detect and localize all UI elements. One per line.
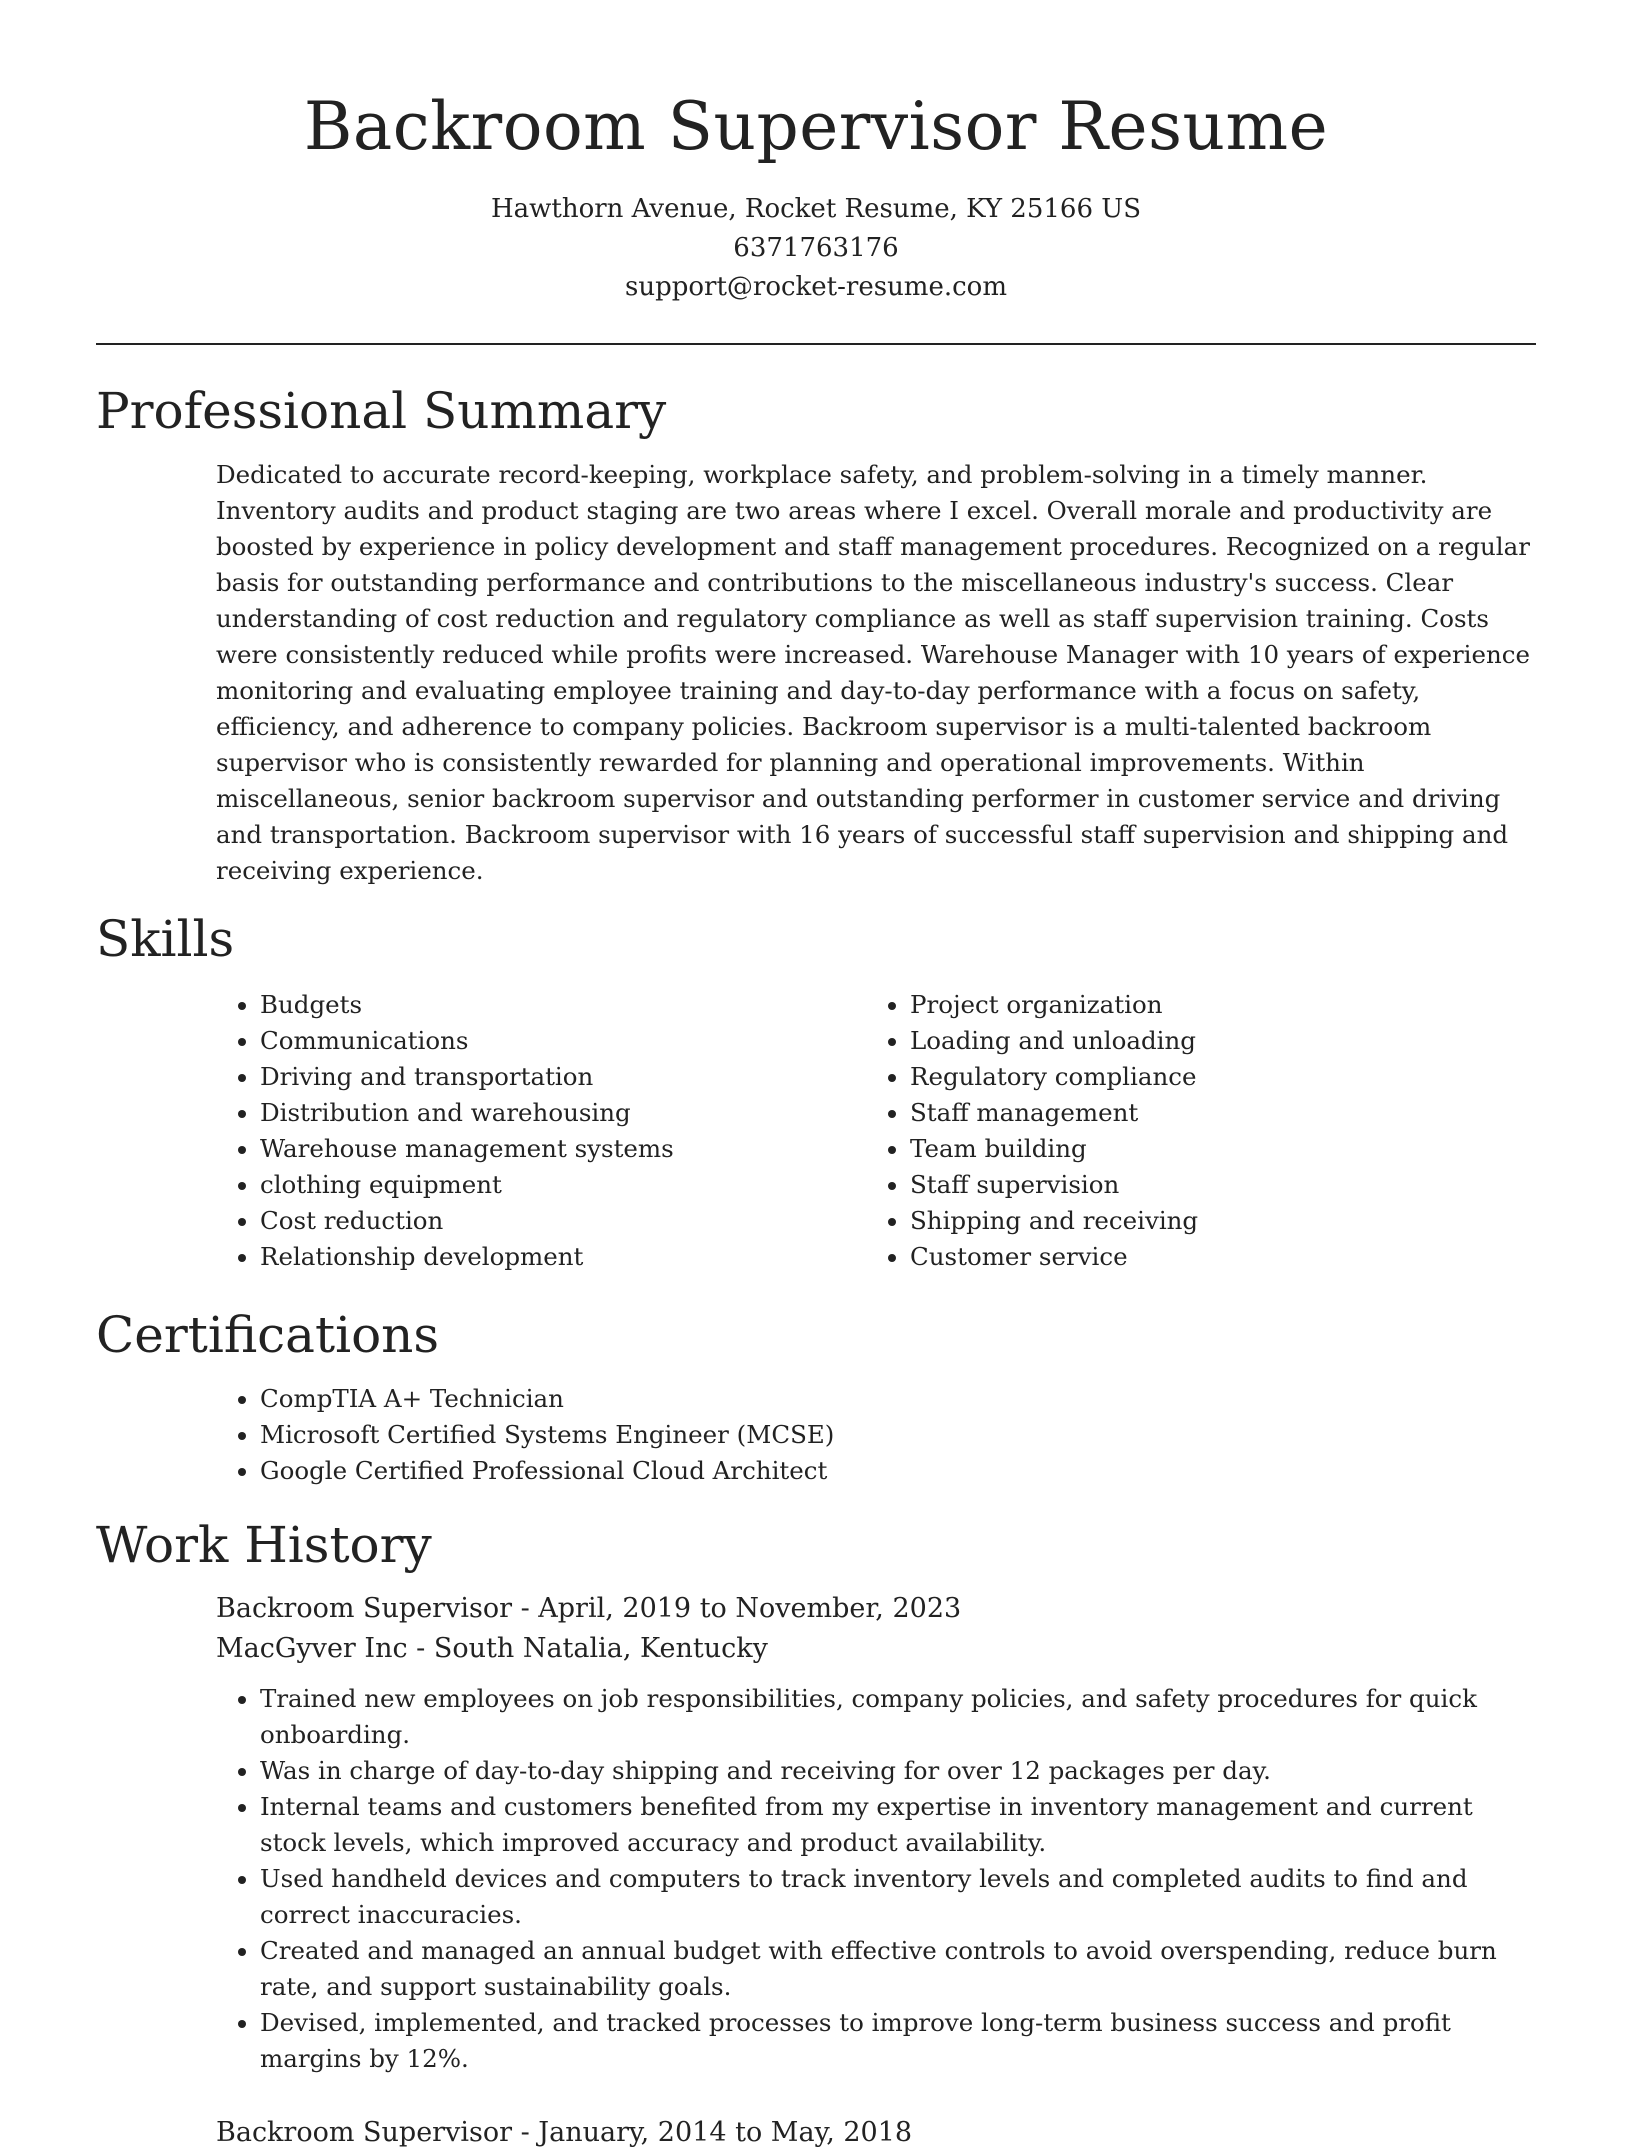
skill-item: • Staff management bbox=[910, 1095, 1516, 1131]
skill-item: • Loading and unloading bbox=[910, 1023, 1516, 1059]
skill-item: • Cost reduction bbox=[260, 1203, 866, 1239]
job-bullet: • Used handheld devices and computers to track inventory levels and completed audits to find and correct inaccuracies. bbox=[260, 1861, 1536, 1933]
resume-header bbox=[96, 0, 1536, 307]
address: Hawthorn Avenue, Rocket Resume, KY 25166 US bbox=[490, 194, 1142, 224]
job-bullet: • Devised, implemented, and tracked processes to improve long-term business success and profit margins by 12%. bbox=[260, 2005, 1536, 2077]
skills-heading: Skills bbox=[96, 910, 235, 968]
job-company-location: MacGyver Inc - South Natalia, Kentucky bbox=[216, 1633, 768, 1664]
skill-item: • Regulatory compliance bbox=[910, 1059, 1516, 1095]
job-entry bbox=[96, 1589, 1536, 1669]
skill-item: • clothing equipment bbox=[260, 1167, 866, 1203]
work-history-heading: Work History bbox=[96, 1516, 432, 1574]
skills-column-right bbox=[866, 987, 1516, 1275]
page-title: Backroom Supervisor Resume bbox=[303, 88, 1329, 165]
skill-item: • Driving and transportation bbox=[260, 1059, 866, 1095]
job-bullet: • Internal teams and customers benefited from my expertise in inventory management and current stock levels, which improved accuracy and product availability. bbox=[260, 1789, 1536, 1861]
job-bullet: • Created and managed an annual budget with effective controls to avoid overspending, reduce burn rate, and support sustainability goals. bbox=[260, 1933, 1536, 2005]
job-role-dates: Backroom Supervisor - April, 2019 to November, 2023 bbox=[216, 1593, 962, 1624]
skill-item: • Budgets bbox=[260, 987, 866, 1023]
certification-item: • CompTIA A+ Technician bbox=[260, 1381, 1536, 1417]
job-header bbox=[216, 2113, 1536, 2153]
contact-info bbox=[96, 190, 1536, 307]
skills-section bbox=[96, 987, 1536, 1275]
email-address: support@rocket-resume.com bbox=[624, 272, 1007, 302]
job-role-dates: Backroom Supervisor - January, 2014 to May, 2018 bbox=[216, 2117, 913, 2148]
summary-text: Dedicated to accurate record-keeping, workplace safety, and problem-solving in a timely manner. Inventory audits and product staging are two areas where I excel. Overall morale and productivity are boosted by experience in policy development and staff management procedures. Recognized on a regular basis for outstanding performance and contributions to the miscellaneous industry's success. Clear understanding of cost reduction and regulatory compliance as well as staff supervision training. Costs were consistently reduced while profits were increased. Warehouse Manager with 10 years of experience monitoring and evaluating employee training and day-to-day performance with a focus on safety, efficiency, and adherence to company policies. Backroom supervisor is a multi-talented backroom supervisor who is consistently rewarded for planning and operational improvements. Within miscellaneous, senior backroom supervisor and outstanding performer in customer service and driving and transportation. Backroom supervisor with 16 years of successful staff supervision and shipping and receiving experience. bbox=[216, 460, 1531, 885]
job-bullet: • Was in charge of day-to-day shipping and receiving for over 12 packages per day. bbox=[260, 1753, 1536, 1789]
certification-item: • Microsoft Certified Systems Engineer (MCSE) bbox=[260, 1417, 1536, 1453]
job-bullet: • Trained new employees on job responsibilities, company policies, and safety procedures for quick onboarding. bbox=[260, 1681, 1536, 1753]
skill-item: • Shipping and receiving bbox=[910, 1203, 1516, 1239]
job-entry bbox=[96, 2113, 1536, 2153]
skill-item: • Project organization bbox=[910, 987, 1516, 1023]
job-bullets bbox=[96, 1681, 1536, 2077]
skills-column-left bbox=[216, 987, 866, 1275]
certifications-section bbox=[96, 1381, 1536, 1489]
header-divider bbox=[96, 343, 1536, 345]
phone-number: 6371763176 bbox=[733, 233, 899, 263]
skill-item: • Customer service bbox=[910, 1239, 1516, 1275]
job-header bbox=[216, 1589, 1536, 1669]
summary-heading: Professional Summary bbox=[96, 382, 667, 440]
skill-item: • Relationship development bbox=[260, 1239, 866, 1275]
skill-item: • Staff supervision bbox=[910, 1167, 1516, 1203]
skill-item: • Team building bbox=[910, 1131, 1516, 1167]
skill-item: • Communications bbox=[260, 1023, 866, 1059]
certifications-heading: Certifications bbox=[96, 1306, 440, 1364]
certification-item: • Google Certified Professional Cloud Architect bbox=[260, 1453, 1536, 1489]
resume-page bbox=[96, 0, 1536, 2153]
skill-item: • Distribution and warehousing bbox=[260, 1095, 866, 1131]
skill-item: • Warehouse management systems bbox=[260, 1131, 866, 1167]
